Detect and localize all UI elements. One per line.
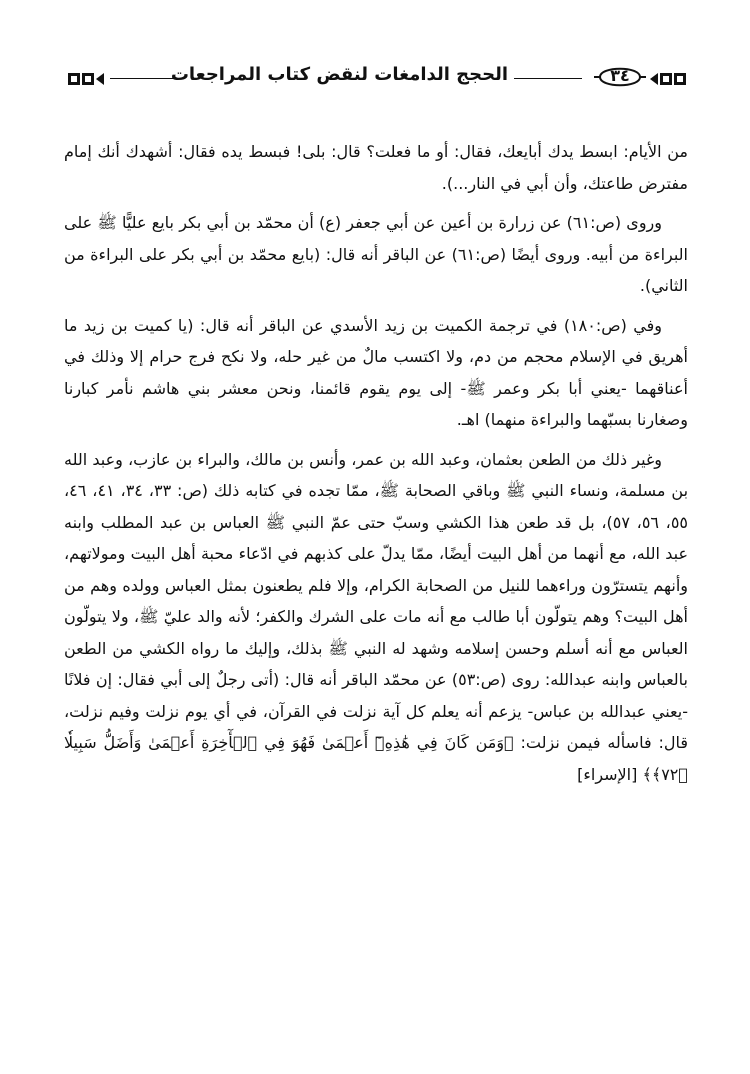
- paragraph-1: من الأيام: ابسط يدك أبايعك، فقال: أو ما فعلت؟ قال: بلى! فبسط يده فقال: أشهدك أنك إمام مفترض طاعتك، وأن أبي في النار...).: [64, 142, 688, 193]
- running-header: [60, 62, 690, 104]
- paragraph-4: وغير ذلك من الطعن بعثمان، وعبد الله بن عمر، وأنس بن مالك، والبراء بن عازب، وعبد الله بن مسلمة، ونساء النبي ﷺ وباقي الصحابة ﷺ، ممّا تجده في كتابه ذلك (ص: ٣٣، ٣٤، ٤١، ٤٦، ٥٥، ٥٦، ٥٧)، بل قد طعن هذا الكشي وسبّ حتى عمّ النبي ﷺ العباس بن عبد المطلب وابنه عبد الله، مع أنهما من أهل البيت أيضًا، ممّا يدلّ على كذبهم في ادّعاء محبة أهل البيت ومولاتهم، وأنهم يتسترّون وراءهما للنيل من الصحابة الكرام، وإلا فلم يطعنون بمثل العباس وولده وهم من أهل البيت؟ وهم يتولّون أبا طالب مع أنه مات على الشرك والكفر؛ لأنه والد عليّ ﷺ، ولا يتولّون العباس مع أنه أسلم وحسن إسلامه وشهد له النبي ﷺ بذلك، وإليك ما رواه الكشي من الطعن بالعباس وابنه عبدالله: روى (ص:٥٣) عن محمّد الباقر أنه قال: (أتى رجلٌ إلى أبي فقال: إن فلانًا -يعني عبدالله بن عباس- يزعم أنه يعلم كل آية نزلت في القرآن، في أي يوم نزلت وفيم نزلت، قال: فاسأله فيمن نزلت: ﴿وَمَن كَانَ فِي هَٰذِهِۦٓ أَعۡمَىٰ فَهُوَ فِي ٱلۡأٓخِرَةِ أَعۡمَىٰ وَأَضَلُّ سَبِيلٗا ﴿٧٢﴾﴾ [الإسراء]: [64, 449, 689, 784]
- page-number-badge: [594, 62, 646, 92]
- paragraph-3: وفي (ص:١٨٠) في ترجمة الكميت بن زيد الأسدي عن الباقر أنه قال: (يا كميت بن زيد ما أهريق في الإسلام محجم من دم، ولا اكتسب مالٌ من غير حله، ولا نكح فرج حرام إلا وذلك في أعناقهما -يعني أبا بكر وعمر ﷺ- إلى يوم يقوم قائمنا، ونحن معشر بني هاشم نأمر كبارنا وصغارنا بسبّهما والبراءة منهما) اهـ.: [64, 315, 688, 429]
- header-rule-right: [514, 78, 582, 79]
- header-ornament-right-icon: [648, 68, 688, 90]
- header-title: الحجج الدامغات لنقض كتاب المراجعات: [170, 64, 508, 85]
- header-ornament-left-icon: [66, 68, 106, 90]
- page-body: [64, 136, 688, 798]
- paragraph-2: وروى (ص:٦١) عن زرارة بن أعين عن أبي جعفر (ع) أن محمّد بن أبي بكر بايع عليًّا ﷺ على البراءة من أبيه. وروى أيضًا (ص:٦١) عن الباقر أنه قال: (بايع محمّد بن أبي بكر على البراءة من الثاني).: [64, 213, 689, 295]
- page-number: ٣٤: [610, 66, 630, 85]
